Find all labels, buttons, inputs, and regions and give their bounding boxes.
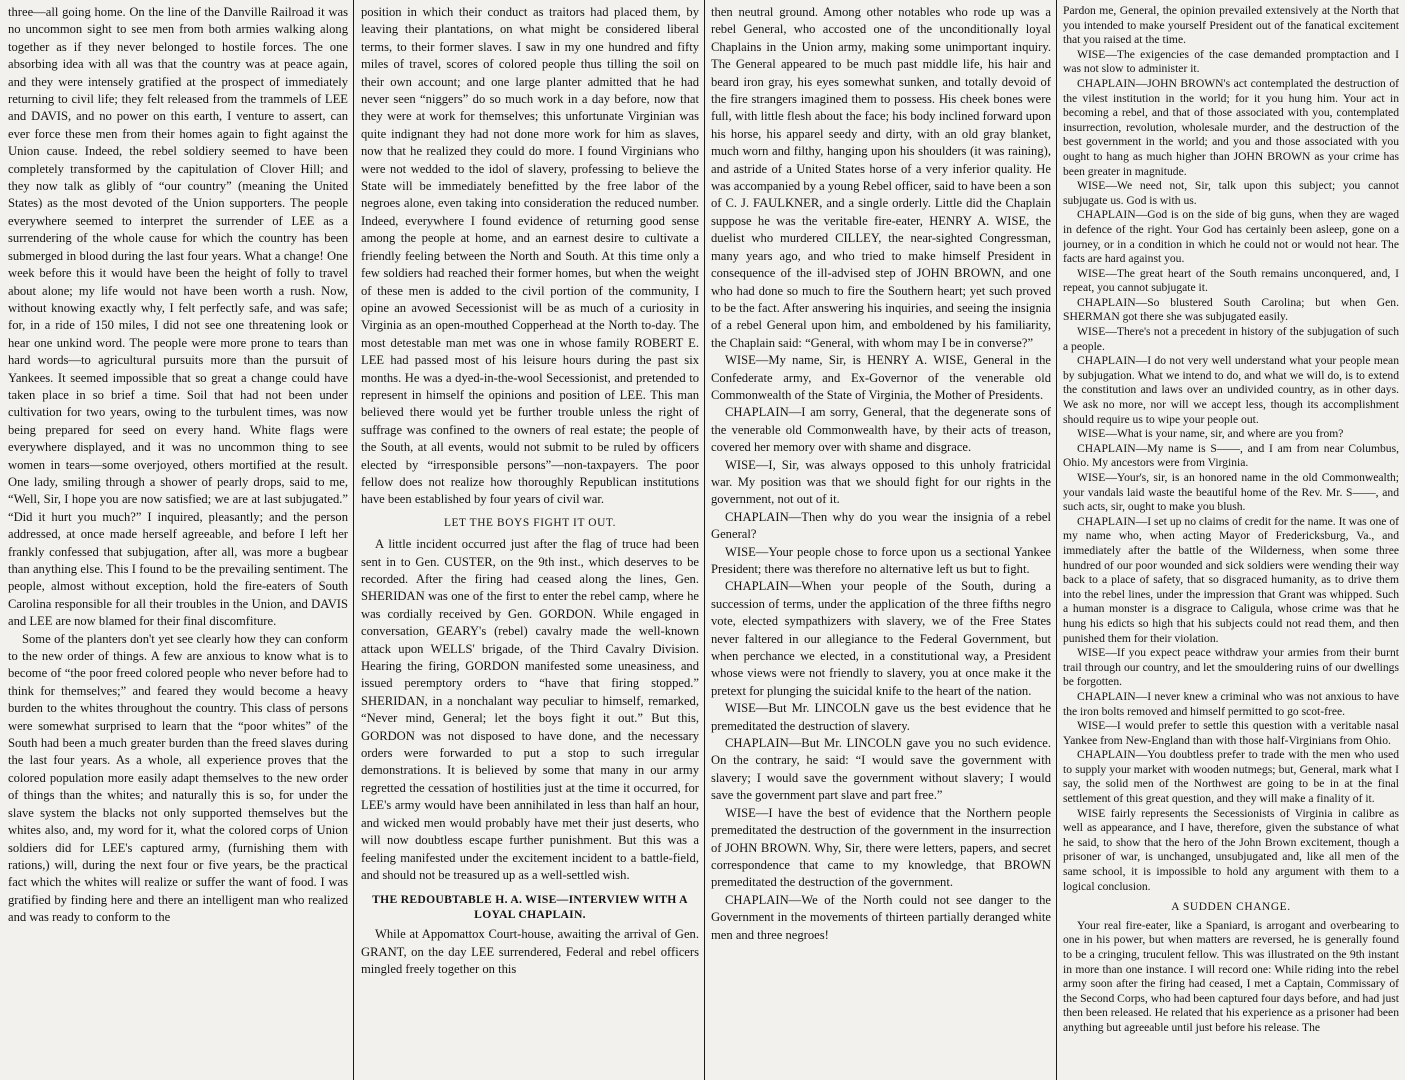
dialogue-line: CHAPLAIN—My name is S——, and I am from near Columbus, Ohio. My ancestors were from Virginia. (1063, 441, 1399, 470)
column-rule (1056, 0, 1057, 1080)
dialogue-line: CHAPLAIN—I do not very well understand what your people mean by subjugation. What we intend to do, and what we will do, is to extend the constitution and laws over an undivided country, as in other days. We ask no more, nor will we accept less, though its accomplishment should require us to wipe your people out. (1063, 354, 1399, 426)
paragraph: WISE fairly represents the Secessionists of Virginia in calibre as well as appearance, and I have, therefore, given the substance of what he said, to show that the hero of the John Brown excitement, though a prisoner of war, is unchanged, unsubjugated and, like all men of the same school, it is impossible to hold any argument with them to a logical conclusion. (1063, 806, 1399, 893)
dialogue-line: WISE—If you expect peace withdraw your armies from their burnt trail through our country, and let the smouldering ruins of our dwellings be forgotten. (1063, 646, 1399, 689)
dialogue-line: WISE—I, Sir, was always opposed to this unholy fratricidal war. My position was that we should fight for our rights in the government, not out of it. (711, 457, 1051, 507)
column-rule (353, 0, 354, 1080)
dialogue-line: WISE—Your people chose to force upon us a sectional Yankee President; there was therefore no alternative left us but to fight. (711, 544, 1051, 576)
dialogue-line: WISE—We need not, Sir, talk upon this subject; you cannot subjugate us. God is with us. (1063, 179, 1399, 207)
column-2 (361, 4, 699, 1076)
section-heading: A SUDDEN CHANGE. (1171, 901, 1291, 914)
dialogue-line: WISE—There's not a precedent in history of the subjugation of such a people. (1063, 325, 1399, 353)
dialogue-line: CHAPLAIN—When your people of the South, during a succession of terms, under the application of the three fifths negro vote, elected sympathizers with slavery, we of the Free States never faltered in our allegiance to the Federal Government, but when perchance we elected, in a constitutional way, a President whose views were not friendly to slavery, you at once make it the pretext for plunging the suicidal knife to the heart of the nation. (711, 579, 1051, 698)
column-1 (8, 4, 348, 1076)
column-rule (704, 0, 705, 1080)
dialogue-line: WISE—My name, Sir, is HENRY A. WISE, General in the Confederate army, and Ex-Governor of the venerable old Commonwealth of the State of Virginia, the Mother of Presidents. (711, 353, 1051, 402)
section-heading: LET THE BOYS FIGHT IT OUT. (443, 516, 617, 529)
dialogue-line: CHAPLAIN—I never knew a criminal who was not anxious to have the iron bolts removed and himself permitted to go scot-free. (1063, 689, 1399, 718)
column-3 (711, 4, 1051, 1076)
paragraph: then neutral ground. Among other notables who rode up was a rebel General, who accosted one of the unconditionally loyal Chaplains in the Union army, making some unimportant inquiry. The General appeared to be much past middle life, his hair and beard iron gray, his eyes somewhat sunken, and totally devoid of the fire strangers imagined them to possess. His cheek bones were full, with little flesh about the face; his body inclined forward upon his horse, his apparel seedy and dirty, with an old gray blanket, much worn and filthy, hanging upon his shoulders (it was raining), and astride of a United States horse of a very inferior quality. He was accompanied by a young Rebel officer, said to have been a son of C. J. FAULKNER, and a single orderly. Little did the Chaplain suppose he was the veritable fire-eater, HENRY A. WISE, the duelist who murdered CILLEY, the near-sighted Congressman, many years ago, and who tried to make himself President in consequence of the ill-advised step of JOHN BROWN, and one who had done so much to fire the Southern heart; yet such proved to be the fact. After answering his inquiries, and seeing the insignia of a rebel General upon him, and emboldened by his familiarity, the Chaplain said: “General, with whom may I be in converse?” (711, 5, 1051, 350)
dialogue-line: CHAPLAIN—So blustered South Carolina; but when Gen. SHERMAN got there she was subjugated easily. (1063, 295, 1399, 324)
dialogue-line: CHAPLAIN—God is on the side of big guns, when they are waged in defence of the right. Your God has certainly been asleep, gone on a journey, or in a condition in which he could not or would not hear. The facts are hard against you. (1063, 208, 1399, 266)
dialogue-line: CHAPLAIN—I am sorry, General, that the degenerate sons of the venerable old Commonwealth have, by their acts of treason, covered her memory over with shame and disgrace. (711, 405, 1051, 455)
dialogue-line: CHAPLAIN—I set up no claims of credit for the name. It was one of my name who, when acting Mayor of Fredericksburg, Va., and immediately after the battle of the Wilderness, when some three hundred of our poor wounded and sick soldiers were wending their way back to a place of safety, that so disgraced humanity, as to drive them into the rebel lines, under the impression that Grant was whipped. Such a human monster is a disgrace to Caligula, whose crime was that he hung his edicts so high that his subjects could not read them, and then punished them for their violation. (1063, 514, 1399, 645)
dialogue-line: WISE—But Mr. LINCOLN gave us the best evidence that he premeditated the destruction of slavery. (711, 701, 1051, 733)
dialogue-line: WISE—The exigencies of the case demanded promptaction and I was not slow to administer it. (1063, 47, 1399, 76)
paragraph: three—all going home. On the line of the Danville Railroad it was no uncommon sight to see men from both armies walking along together as if they never belonged to hostile forces. The one absorbing idea with all was that the country was at peace again, and they were intensely gratified at the prospect of immediately returning to civil life; they felt released from the trammels of LEE and DAVIS, and no power on this earth, I venture to assert, can ever force these men from their homes again to fight against the Union cause. Indeed, the rebel soldiery seemed to have been completely transformed by the capitulation of Clover Hill; and they now talk as glibly of “our country” (meaning the United States) as the most devoted of the Union supporters. The people everywhere seemed to interpret the surrender of LEE as a surrendering of the whole cause for which the country has been submerged in blood during the last four years. What a change! One week before this it would have been the height of folly to travel about alone; my life would not have been worth a rush. Now, without knowing exactly why, I felt perfectly safe, and was safe; for, in a ride of 150 miles, I did not see one threatening look or hear one unkind word. The people were more prone to tears than hard words—to agricultural pursuits more than the pursuit of Yankees. It seemed impossible that so great a change could have taken place in so brief a time. Soil that had not been under cultivation for two years, owing to the turbulent times, was now being prepared for seed on every hand. White flags were everywhere displayed, and it was no uncommon thing to see women in tears—some overjoyed, others mortified at the result. One lady, smiling through a shower of pearly drops, said to me, “Well, Sir, I hope you are now satisfied; we are at last subjugated.” “Did it hurt you much?” I inquired, pleasantly; and the person addressed, at once made herself agreeable, and before I left her frankly confessed that subjugation, after all, was more a bugbear than anything else. This I found to be the prevailing sentiment. The people, almost without exception, hold the fire-eaters of South Carolina responsible for all their troubles in the Union, and DAVIS and LEE are now blamed for their final discomfiture. (8, 5, 348, 629)
dialogue-line: CHAPLAIN—Then why do you wear the insignia of a rebel General? (711, 509, 1051, 542)
dialogue-line: WISE—I have the best of evidence that the Northern people premeditated the destruction of the government in the insurrection of JOHN BROWN. Why, Sir, there were letters, papers, and secret correspondence that came to my knowledge, that BROWN premeditated the destruction of the government. (711, 805, 1051, 890)
dialogue-line: WISE—What is your name, sir, and where are you from? (1077, 427, 1344, 441)
paragraph: A little incident occurred just after the flag of truce had been sent in to Gen. CUSTER, on the 9th inst., which deserves to be recorded. After the firing had ceased along the lines, Gen. SHERIDAN was one of the first to enter the rebel camp, where he was cordially received by Gen. GORDON. While engaged in conversation, GEARY's (rebel) cavalry made the well-known attack upon WELLS' brigade, of the Third Cavalry Division. Hearing the firing, GORDON manifested some uneasiness, and issued peremptory orders to “have that firing stopped.” SHERIDAN, in a nonchalant way peculiar to himself, remarked, “Never mind, General; let the boys fight it out.” But this, GORDON was not disposed to have done, and the necessary orders were forwarded to put a stop to such irregular demonstrations. It is believed by some that many in our army regretted the cessation of hostilities just at the time it occurred, for LEE's army would have been annihilated in less than half an hour, and wicked men would probably have met their just deserts, who will now doubtless escape further punishment. But this was a feeling manifested under the excitement incident to a battle-field, and should not be treasured up as a well-settled wish. (361, 537, 699, 882)
section-heading: THE REDOUBTABLE H. A. WISE—INTERVIEW WITH A LOYAL CHAPLAIN. (372, 893, 688, 922)
paragraph: Your real fire-eater, like a Spaniard, is arrogant and overbearing to one in his power, but when matters are reversed, he is generally found to be a cringing, truculent fellow. This was illustrated on the 9th instant in more than one instance. I will record one: While riding into the rebel army soon after the firing had ceased, I met a Captain, Commissary of the Second Corps, who had been captured four days before, and had just then been released. He related that his experience as a prisoner had been anything but agreeable until just before his release. The (1063, 918, 1399, 1034)
dialogue-line: CHAPLAIN—But Mr. LINCOLN gave you no such evidence. On the contrary, he said: “I would save the government with slavery; I would save the government without slavery; I would save the government part slave and part free.” (711, 736, 1051, 803)
paragraph: position in which their conduct as traitors had placed them, by leaving their plantations, on what might be considered liberal terms, to their former slaves. I saw in my one hundred and fifty miles of travel, scores of colored people thus tilling the soil on their own account; and one large planter admitted that he had never seen “niggers” do so much work in a day before, now that they were at work for themselves; this unfortunate Virginian was quite indignant they had not done more work for him as slaves, now that he realized they could do more. I found Virginians who were not wedded to the idol of slavery, professing to believe the State will be immediately benefitted by the free labor of the negroes alone, even taking into consideration the reduced number. Indeed, everywhere I found evidence of returning good sense among the people at home, and an earnest desire to cultivate a friendly feeling between the North and South. At this time only a few soldiers had reached their former homes, but when the weight of these men is added to the civil portion of the community, I opine an avowed Secessionist will be as much of a curiosity in Virginia as an open-mouthed Copperhead at the North to-day. The most detestable man met was one in whose family ROBERT E. LEE had passed most of his leisure hours during the past six months. He was a dyed-in-the-wool Secessionist, and pretended to represent in himself the opinions and position of LEE. This man believed there would yet be further trouble unless the right of suffrage was confined to the owners of real estate; the people of the South, at all events, would not submit to be ruled by officers elected by “irresponsible persons”—non-taxpayers. The poor fellow does not realize how thoroughly Republican institutions have been established by four years of civil war. (361, 5, 699, 507)
paragraph: Pardon me, General, the opinion prevailed extensively at the North that you intended to make yourself President out of the fanatical excitement that you raised at the time. (1063, 4, 1399, 47)
dialogue-line: CHAPLAIN—JOHN BROWN's act contemplated the destruction of the vilest institution in the world; for it you hung him. Your act in becoming a rebel, and that of those associated with you, contemplated insurrection, revolution, wholesale murder, and the destruction of the best government in the world; and you and those associated with you ought to hang as much higher than JOHN BROWN as your crime has been greater in magnitude. (1063, 76, 1399, 178)
column-4 (1063, 4, 1399, 1076)
dialogue-line: CHAPLAIN—You doubtless prefer to trade with the men who used to supply your market with wooden nutmegs; but, General, mark what I say, the solid men of the Northwest are going to be in at the final settlement of this great question, and they will make a finality of it. (1063, 748, 1399, 806)
paragraph: While at Appomattox Court-house, awaiting the arrival of Gen. GRANT, on the day LEE surrendered, Federal and rebel officers mingled freely together on this (361, 927, 699, 977)
dialogue-line: CHAPLAIN—We of the North could not see danger to the Government in the movements of thirteen partially deranged white men and three negroes! (711, 892, 1051, 942)
dialogue-line: WISE—I would prefer to settle this question with a veritable nasal Yankee from New-England than with those half-Virginians from Ohio. (1063, 719, 1399, 747)
dialogue-line: WISE—Your's, sir, is an honored name in the old Commonwealth; your vandals laid waste the beautiful home of the Rev. Mr. S——, and such acts, sir, ought to make you blush. (1063, 471, 1399, 514)
dialogue-line: WISE—The great heart of the South remains unconquered, and, I repeat, you cannot subjugate it. (1063, 266, 1399, 295)
paragraph: Some of the planters don't yet see clearly how they can conform to the new order of things. A few are anxious to know what is to become of “the poor freed colored people who never before had to think for themselves;” and feared they would become a heavy burden to the whites throughout the country. This class of persons were somewhat surprised to learn that the “poor whites” of the South had been a much greater burden than the freed slaves during the last four years. As a whole, all experience proves that the colored population more easily adapt themselves to the new order of things than the whites; and naturally this is so, for under the slave system the blacks not only supported themselves but the whites also, and, my word for it, what the colored corps of Union soldiers did for LEE's captured army, (furnishing them with rations,) will, during the next four or five years, be the practical fact which the whites will realize or suffer the want of food. I was gratified by finding here and there an intelligent man who realized and was ready to conform to the (8, 631, 348, 925)
